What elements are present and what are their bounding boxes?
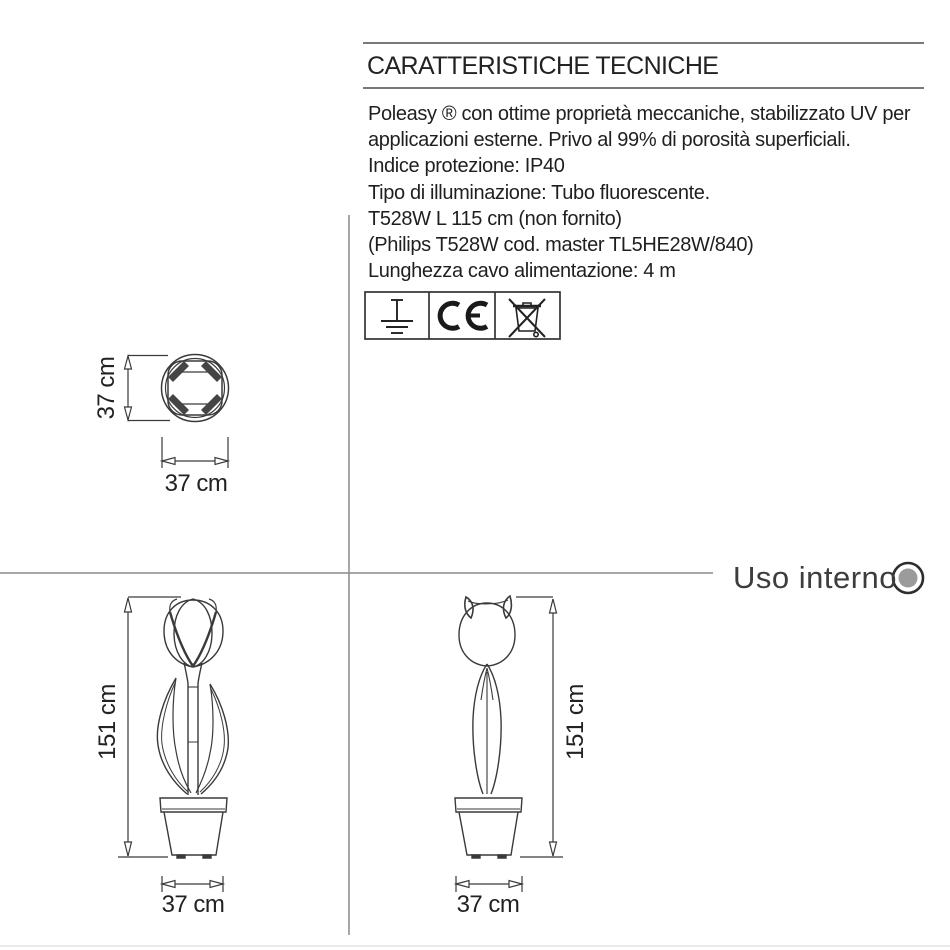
- spec-line-tube: T528W L 115 cm (non fornito): [368, 207, 622, 230]
- pot-outer-circle: [162, 355, 229, 422]
- lamp-sleek-dimensions: [456, 597, 563, 892]
- top-view-width-label: 37 cm: [164, 470, 228, 497]
- ce-mark-icon: [440, 303, 487, 328]
- spec-line-philips: (Philips T528W cod. master TL5HE28W/840): [368, 234, 754, 257]
- spec-line-cable: Lunghezza cavo alimentazione: 4 m: [368, 260, 676, 283]
- page-title: CARATTERISTICHE TECNICHE: [367, 52, 719, 80]
- protective-earth-icon: [381, 300, 413, 333]
- bud-ear-right: [503, 596, 511, 618]
- spec-line-material-2: applicazioni esterne. Privo al 99% di porosità superficiali.: [368, 129, 851, 152]
- pot-inner-circle: [166, 359, 225, 418]
- stem: [184, 663, 188, 795]
- body-left-edge: [473, 664, 487, 794]
- top-view-height-label: 37 cm: [93, 356, 120, 420]
- lamp-sleek-drawing: [455, 596, 522, 858]
- lamp-sleek-width-label: 37 cm: [456, 891, 520, 918]
- spec-line-illumination: Tipo di illuminazione: Tubo fluorescente.: [368, 181, 710, 204]
- lamp-sleek-height-label: 151 cm: [562, 684, 589, 760]
- spec-line-protection: Indice protezione: IP40: [368, 155, 565, 178]
- pot-rim: [160, 798, 227, 812]
- indoor-use-icon: [893, 563, 923, 593]
- body-right-edge: [487, 664, 501, 794]
- pot-rim: [455, 798, 522, 812]
- weee-crossed-bin-icon: [509, 299, 545, 337]
- spec-text-block: [368, 101, 943, 284]
- top-view-drawing: [162, 355, 229, 422]
- tulip-petal-center: [174, 599, 212, 667]
- lamp-with-leaves-height-label: 151 cm: [94, 684, 121, 760]
- spec-line-material-1: Poleasy ® con ottime proprietà meccaniche, stabilizzato UV per: [368, 103, 911, 125]
- lamp-with-leaves-width-label: 37 cm: [161, 891, 225, 918]
- indoor-use-label: Uso interno: [733, 560, 898, 595]
- bud: [459, 603, 515, 666]
- page-dividers: [0, 215, 713, 935]
- pot-body: [164, 812, 223, 855]
- corner-braces: [168, 361, 222, 415]
- pot-body: [459, 812, 518, 855]
- tulip-petal-left: [164, 600, 193, 667]
- lamp-with-leaves-drawing: [157, 599, 228, 858]
